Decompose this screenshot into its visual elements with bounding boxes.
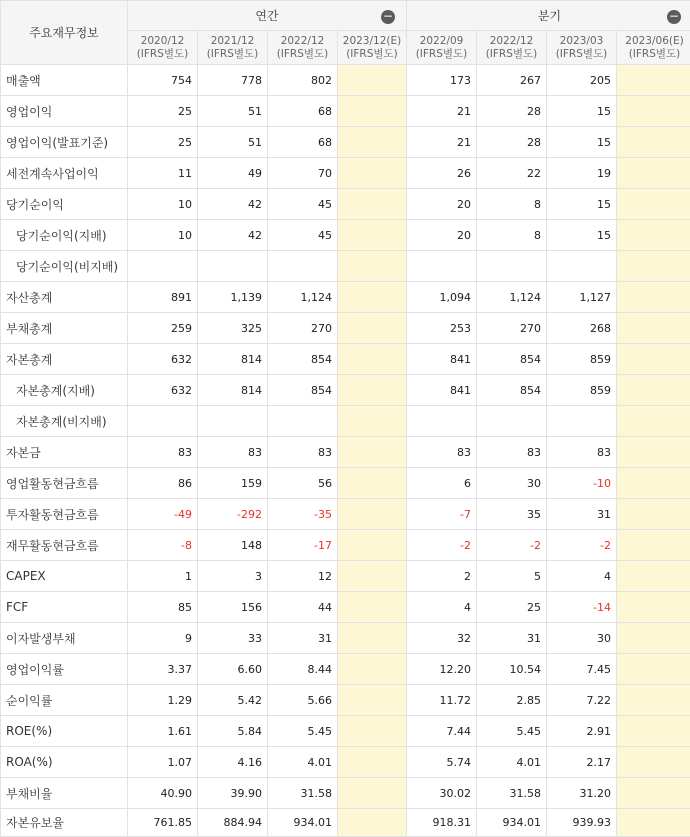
value-cell: 28 xyxy=(477,127,547,158)
value-cell: 4.01 xyxy=(477,747,547,778)
value-cell: 10.54 xyxy=(477,654,547,685)
value-cell: -2 xyxy=(547,530,617,561)
value-cell xyxy=(617,530,690,561)
value-cell: -2 xyxy=(477,530,547,561)
value-cell: 56 xyxy=(268,468,338,499)
period-header xyxy=(477,31,547,65)
row-label: 당기순이익 xyxy=(1,189,128,220)
row-label: 순이익률 xyxy=(1,685,128,716)
table-row xyxy=(1,623,690,654)
value-cell: 15 xyxy=(547,220,617,251)
value-cell: 35 xyxy=(477,499,547,530)
value-cell: 7.22 xyxy=(547,685,617,716)
value-cell: 19 xyxy=(547,158,617,189)
value-cell: 45 xyxy=(268,189,338,220)
period-basis: (IFRS별도) xyxy=(338,48,406,61)
value-cell: 1,124 xyxy=(477,282,547,313)
value-cell: 8 xyxy=(477,189,547,220)
value-cell: 4.16 xyxy=(198,747,268,778)
value-cell xyxy=(338,189,407,220)
value-cell: 1,124 xyxy=(268,282,338,313)
value-cell: 2 xyxy=(407,561,477,592)
table-row xyxy=(1,468,690,499)
value-cell: 70 xyxy=(268,158,338,189)
value-cell xyxy=(338,313,407,344)
value-cell xyxy=(338,251,407,282)
value-cell: 1.61 xyxy=(128,716,198,747)
value-cell xyxy=(338,344,407,375)
value-cell: 156 xyxy=(198,592,268,623)
value-cell: 3 xyxy=(198,561,268,592)
value-cell xyxy=(338,158,407,189)
table-row xyxy=(1,809,690,837)
value-cell: 841 xyxy=(407,375,477,406)
table-row xyxy=(1,437,690,468)
table-row xyxy=(1,220,690,251)
table-row xyxy=(1,778,690,809)
period-label: 2023/06(E) xyxy=(617,35,690,48)
period-basis: (IFRS별도) xyxy=(477,48,546,61)
value-cell xyxy=(617,499,690,530)
value-cell xyxy=(338,406,407,437)
period-label: 2022/12 xyxy=(268,35,337,48)
value-cell: 939.93 xyxy=(547,809,617,837)
value-cell xyxy=(617,778,690,809)
value-cell: 31 xyxy=(268,623,338,654)
value-cell: 20 xyxy=(407,220,477,251)
value-cell xyxy=(338,716,407,747)
value-cell: 68 xyxy=(268,127,338,158)
row-label: 영업이익(발표기준) xyxy=(1,127,128,158)
value-cell: 33 xyxy=(198,623,268,654)
value-cell: 632 xyxy=(128,375,198,406)
row-label: 당기순이익(지배) xyxy=(1,220,128,251)
collapse-quarter-icon[interactable]: − xyxy=(667,10,681,24)
value-cell: 918.31 xyxy=(407,809,477,837)
value-cell xyxy=(617,561,690,592)
row-label: 영업활동현금흐름 xyxy=(1,468,128,499)
table-row xyxy=(1,747,690,778)
value-cell: 259 xyxy=(128,313,198,344)
value-cell xyxy=(617,685,690,716)
value-cell: 5 xyxy=(477,561,547,592)
value-cell xyxy=(407,406,477,437)
row-label: ROA(%) xyxy=(1,747,128,778)
row-label: 자본총계(비지배) xyxy=(1,406,128,437)
value-cell xyxy=(198,251,268,282)
period-label: 2023/03 xyxy=(547,35,616,48)
table-row xyxy=(1,251,690,282)
value-cell: 83 xyxy=(547,437,617,468)
value-cell xyxy=(338,437,407,468)
value-cell: 148 xyxy=(198,530,268,561)
value-cell: 5.84 xyxy=(198,716,268,747)
value-cell xyxy=(338,530,407,561)
value-cell xyxy=(338,592,407,623)
value-cell: 267 xyxy=(477,65,547,96)
value-cell: -292 xyxy=(198,499,268,530)
table-row xyxy=(1,313,690,344)
value-cell: 20 xyxy=(407,189,477,220)
value-cell: 1 xyxy=(128,561,198,592)
table-row xyxy=(1,685,690,716)
value-cell: 32 xyxy=(407,623,477,654)
value-cell xyxy=(338,685,407,716)
value-cell: 8 xyxy=(477,220,547,251)
table-row xyxy=(1,592,690,623)
value-cell xyxy=(338,747,407,778)
period-header xyxy=(617,31,690,65)
value-cell xyxy=(617,747,690,778)
value-cell xyxy=(617,654,690,685)
value-cell: 841 xyxy=(407,344,477,375)
row-label: 자본총계 xyxy=(1,344,128,375)
value-cell: 49 xyxy=(198,158,268,189)
value-cell: 42 xyxy=(198,220,268,251)
value-cell: 859 xyxy=(547,344,617,375)
value-cell: 85 xyxy=(128,592,198,623)
quarter-group-header xyxy=(407,1,690,31)
value-cell: 31 xyxy=(547,499,617,530)
value-cell: 15 xyxy=(547,96,617,127)
table-row xyxy=(1,96,690,127)
value-cell: 5.74 xyxy=(407,747,477,778)
value-cell: 854 xyxy=(477,375,547,406)
value-cell: 6.60 xyxy=(198,654,268,685)
value-cell: 4 xyxy=(407,592,477,623)
period-label: 2022/12 xyxy=(477,35,546,48)
value-cell xyxy=(338,65,407,96)
value-cell: 31 xyxy=(477,623,547,654)
value-cell: 253 xyxy=(407,313,477,344)
value-cell xyxy=(338,127,407,158)
period-label: 2020/12 xyxy=(128,35,197,48)
value-cell xyxy=(338,375,407,406)
value-cell xyxy=(617,437,690,468)
value-cell: -14 xyxy=(547,592,617,623)
value-cell: 44 xyxy=(268,592,338,623)
table-row xyxy=(1,189,690,220)
value-cell: -49 xyxy=(128,499,198,530)
value-cell xyxy=(128,251,198,282)
value-cell xyxy=(338,809,407,837)
row-label: 영업이익 xyxy=(1,96,128,127)
value-cell: 10 xyxy=(128,189,198,220)
value-cell: 2.85 xyxy=(477,685,547,716)
value-cell: 5.66 xyxy=(268,685,338,716)
period-basis: (IFRS별도) xyxy=(128,48,197,61)
value-cell xyxy=(338,499,407,530)
value-cell: 761.85 xyxy=(128,809,198,837)
table-row xyxy=(1,716,690,747)
value-cell: 15 xyxy=(547,127,617,158)
value-cell: 21 xyxy=(407,96,477,127)
value-cell xyxy=(338,623,407,654)
period-header xyxy=(128,31,198,65)
row-label: FCF xyxy=(1,592,128,623)
value-cell: 173 xyxy=(407,65,477,96)
row-label: 투자활동현금흐름 xyxy=(1,499,128,530)
value-cell: 26 xyxy=(407,158,477,189)
period-label: 2023/12(E) xyxy=(338,35,406,48)
value-cell: 83 xyxy=(407,437,477,468)
value-cell xyxy=(338,654,407,685)
value-cell: 9 xyxy=(128,623,198,654)
value-cell: 28 xyxy=(477,96,547,127)
value-cell: 884.94 xyxy=(198,809,268,837)
value-cell: 325 xyxy=(198,313,268,344)
row-label: 자본유보율 xyxy=(1,809,128,837)
value-cell xyxy=(617,716,690,747)
period-header xyxy=(547,31,617,65)
value-cell: 30.02 xyxy=(407,778,477,809)
value-cell: -10 xyxy=(547,468,617,499)
value-cell: 205 xyxy=(547,65,617,96)
value-cell: -7 xyxy=(407,499,477,530)
value-cell xyxy=(617,189,690,220)
value-cell: 270 xyxy=(268,313,338,344)
value-cell: 778 xyxy=(198,65,268,96)
value-cell: 854 xyxy=(477,344,547,375)
value-cell: 632 xyxy=(128,344,198,375)
value-cell: 1,094 xyxy=(407,282,477,313)
row-label: 부채비율 xyxy=(1,778,128,809)
value-cell: -17 xyxy=(268,530,338,561)
value-cell: 891 xyxy=(128,282,198,313)
value-cell xyxy=(338,778,407,809)
table-row xyxy=(1,158,690,189)
value-cell: 4.01 xyxy=(268,747,338,778)
value-cell: 21 xyxy=(407,127,477,158)
value-cell xyxy=(338,282,407,313)
row-label: 재무활동현금흐름 xyxy=(1,530,128,561)
value-cell: 51 xyxy=(198,127,268,158)
value-cell: 4 xyxy=(547,561,617,592)
value-cell: 45 xyxy=(268,220,338,251)
value-cell: 86 xyxy=(128,468,198,499)
value-cell: 6 xyxy=(407,468,477,499)
value-cell xyxy=(617,220,690,251)
value-cell: 814 xyxy=(198,375,268,406)
table-row xyxy=(1,282,690,313)
period-basis: (IFRS별도) xyxy=(617,48,690,61)
period-header xyxy=(268,31,338,65)
row-label: 자본총계(지배) xyxy=(1,375,128,406)
table-body xyxy=(1,65,690,837)
value-cell xyxy=(617,65,690,96)
period-basis: (IFRS별도) xyxy=(407,48,476,61)
value-cell xyxy=(268,406,338,437)
value-cell: 814 xyxy=(198,344,268,375)
period-basis: (IFRS별도) xyxy=(198,48,267,61)
value-cell: 30 xyxy=(477,468,547,499)
value-cell: 11.72 xyxy=(407,685,477,716)
value-cell: 1,127 xyxy=(547,282,617,313)
value-cell xyxy=(547,251,617,282)
value-cell: 934.01 xyxy=(477,809,547,837)
row-label: ROE(%) xyxy=(1,716,128,747)
table-row xyxy=(1,344,690,375)
row-label: 당기순이익(비지배) xyxy=(1,251,128,282)
value-cell: 2.91 xyxy=(547,716,617,747)
value-cell: 1.07 xyxy=(128,747,198,778)
value-cell: 39.90 xyxy=(198,778,268,809)
value-cell xyxy=(617,468,690,499)
row-label: 자본금 xyxy=(1,437,128,468)
value-cell xyxy=(338,220,407,251)
value-cell: -35 xyxy=(268,499,338,530)
row-label: 영업이익률 xyxy=(1,654,128,685)
value-cell: 268 xyxy=(547,313,617,344)
row-label: 부채총계 xyxy=(1,313,128,344)
row-label: 매출액 xyxy=(1,65,128,96)
row-label: 세전계속사업이익 xyxy=(1,158,128,189)
value-cell xyxy=(477,406,547,437)
value-cell: 83 xyxy=(128,437,198,468)
value-cell: 11 xyxy=(128,158,198,189)
table-row xyxy=(1,406,690,437)
value-cell: 42 xyxy=(198,189,268,220)
table-row xyxy=(1,499,690,530)
value-cell: 25 xyxy=(128,127,198,158)
value-cell: 68 xyxy=(268,96,338,127)
value-cell: 83 xyxy=(268,437,338,468)
table-row xyxy=(1,561,690,592)
row-label: 자산총계 xyxy=(1,282,128,313)
collapse-annual-icon[interactable]: − xyxy=(381,10,395,24)
value-cell xyxy=(617,127,690,158)
corner-header: 주요재무정보 xyxy=(1,1,128,65)
value-cell: 83 xyxy=(477,437,547,468)
period-header xyxy=(198,31,268,65)
value-cell xyxy=(338,468,407,499)
value-cell: 25 xyxy=(128,96,198,127)
annual-group-header xyxy=(128,1,407,31)
value-cell: 854 xyxy=(268,344,338,375)
value-cell: 15 xyxy=(547,189,617,220)
value-cell xyxy=(338,96,407,127)
value-cell: 5.42 xyxy=(198,685,268,716)
value-cell xyxy=(617,375,690,406)
value-cell xyxy=(617,251,690,282)
value-cell: 51 xyxy=(198,96,268,127)
value-cell: -2 xyxy=(407,530,477,561)
value-cell: 854 xyxy=(268,375,338,406)
value-cell: 1,139 xyxy=(198,282,268,313)
period-basis: (IFRS별도) xyxy=(268,48,337,61)
value-cell xyxy=(268,251,338,282)
table-row xyxy=(1,127,690,158)
period-label: 2022/09 xyxy=(407,35,476,48)
value-cell: 2.17 xyxy=(547,747,617,778)
value-cell: 12 xyxy=(268,561,338,592)
value-cell: 10 xyxy=(128,220,198,251)
table-row xyxy=(1,654,690,685)
table-header xyxy=(1,1,690,65)
value-cell: 859 xyxy=(547,375,617,406)
value-cell xyxy=(128,406,198,437)
value-cell: 1.29 xyxy=(128,685,198,716)
value-cell: 83 xyxy=(198,437,268,468)
value-cell: 5.45 xyxy=(477,716,547,747)
period-header xyxy=(407,31,477,65)
value-cell xyxy=(617,313,690,344)
annual-group-label: 연간 xyxy=(255,9,278,23)
value-cell: 40.90 xyxy=(128,778,198,809)
value-cell xyxy=(617,282,690,313)
value-cell xyxy=(617,96,690,127)
value-cell xyxy=(617,809,690,837)
value-cell: 159 xyxy=(198,468,268,499)
value-cell: 270 xyxy=(477,313,547,344)
period-header xyxy=(338,31,407,65)
value-cell xyxy=(477,251,547,282)
value-cell: 12.20 xyxy=(407,654,477,685)
value-cell xyxy=(547,406,617,437)
value-cell xyxy=(617,406,690,437)
value-cell: 31.20 xyxy=(547,778,617,809)
value-cell: 25 xyxy=(477,592,547,623)
value-cell: 30 xyxy=(547,623,617,654)
period-basis: (IFRS별도) xyxy=(547,48,616,61)
value-cell: 8.44 xyxy=(268,654,338,685)
value-cell: 934.01 xyxy=(268,809,338,837)
value-cell xyxy=(617,623,690,654)
value-cell xyxy=(338,561,407,592)
value-cell: 754 xyxy=(128,65,198,96)
value-cell xyxy=(617,344,690,375)
value-cell xyxy=(617,158,690,189)
value-cell: 31.58 xyxy=(268,778,338,809)
table-row xyxy=(1,65,690,96)
value-cell: 7.44 xyxy=(407,716,477,747)
value-cell: 7.45 xyxy=(547,654,617,685)
value-cell xyxy=(198,406,268,437)
quarter-group-label: 분기 xyxy=(538,9,561,23)
value-cell: 802 xyxy=(268,65,338,96)
value-cell: 5.45 xyxy=(268,716,338,747)
value-cell xyxy=(617,592,690,623)
row-label: 이자발생부채 xyxy=(1,623,128,654)
value-cell: 31.58 xyxy=(477,778,547,809)
table-row xyxy=(1,530,690,561)
value-cell: 3.37 xyxy=(128,654,198,685)
value-cell: 22 xyxy=(477,158,547,189)
row-label: CAPEX xyxy=(1,561,128,592)
period-label: 2021/12 xyxy=(198,35,267,48)
value-cell xyxy=(407,251,477,282)
table-row xyxy=(1,375,690,406)
value-cell: -8 xyxy=(128,530,198,561)
